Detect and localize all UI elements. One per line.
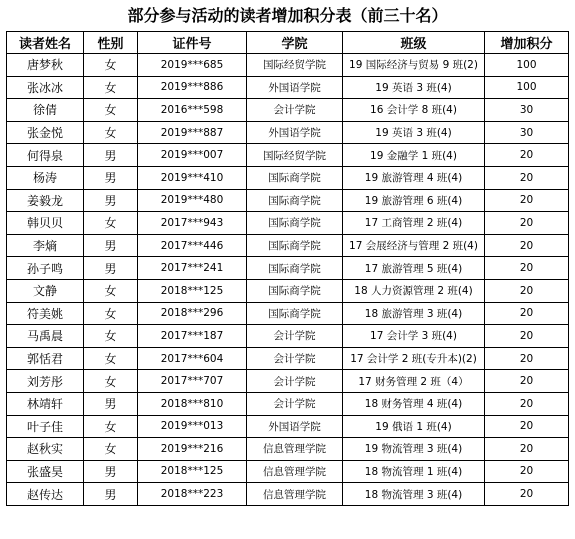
reader-name-cell: 唐梦秋 bbox=[7, 54, 84, 77]
college-cell: 会计学院 bbox=[247, 347, 343, 370]
college-cell: 国际商学院 bbox=[247, 212, 343, 235]
gender-cell: 女 bbox=[84, 415, 138, 438]
college-cell: 国际商学院 bbox=[247, 234, 343, 257]
id-number-cell: 2019***013 bbox=[138, 415, 247, 438]
gender-cell: 女 bbox=[84, 438, 138, 461]
id-number-cell: 2017***446 bbox=[138, 234, 247, 257]
table-row bbox=[7, 54, 569, 77]
class-cell: 17 旅游管理 5 班(4) bbox=[343, 257, 485, 280]
class-cell: 17 工商管理 2 班(4) bbox=[343, 212, 485, 235]
table-row bbox=[7, 234, 569, 257]
reader-name-cell: 李熵 bbox=[7, 234, 84, 257]
points-cell: 20 bbox=[485, 325, 569, 348]
reader-name-cell: 杨涛 bbox=[7, 166, 84, 189]
table-row bbox=[7, 144, 569, 167]
gender-cell: 女 bbox=[84, 99, 138, 122]
header-id-number: 证件号 bbox=[138, 32, 247, 54]
class-cell: 19 物流管理 3 班(4) bbox=[343, 438, 485, 461]
reader-name-cell: 郭恬君 bbox=[7, 347, 84, 370]
reader-name-cell: 马禹晨 bbox=[7, 325, 84, 348]
points-cell: 20 bbox=[485, 234, 569, 257]
header-row bbox=[7, 32, 569, 54]
class-cell: 17 会展经济与管理 2 班(4) bbox=[343, 234, 485, 257]
id-number-cell: 2019***410 bbox=[138, 166, 247, 189]
id-number-cell: 2018***125 bbox=[138, 460, 247, 483]
points-cell: 20 bbox=[485, 415, 569, 438]
table-row bbox=[7, 325, 569, 348]
points-cell: 20 bbox=[485, 460, 569, 483]
reader-name-cell: 张金悦 bbox=[7, 121, 84, 144]
reader-name-cell: 文静 bbox=[7, 279, 84, 302]
table-row bbox=[7, 302, 569, 325]
id-number-cell: 2017***707 bbox=[138, 370, 247, 393]
reader-name-cell: 刘芳彤 bbox=[7, 370, 84, 393]
reader-name-cell: 徐倩 bbox=[7, 99, 84, 122]
reader-name-cell: 孙子鸣 bbox=[7, 257, 84, 280]
class-cell: 19 旅游管理 4 班(4) bbox=[343, 166, 485, 189]
table-row bbox=[7, 212, 569, 235]
class-cell: 17 财务管理 2 班（4） bbox=[343, 370, 485, 393]
table-title: 部分参与活动的读者增加积分表（前三十名） bbox=[127, 6, 448, 25]
class-cell: 19 英语 3 班(4) bbox=[343, 76, 485, 99]
college-cell: 会计学院 bbox=[247, 392, 343, 415]
header-class: 班级 bbox=[343, 32, 485, 54]
points-cell: 100 bbox=[485, 76, 569, 99]
id-number-cell: 2017***241 bbox=[138, 257, 247, 280]
reader-name-cell: 叶子佳 bbox=[7, 415, 84, 438]
gender-cell: 女 bbox=[84, 347, 138, 370]
table-row bbox=[7, 76, 569, 99]
points-cell: 30 bbox=[485, 99, 569, 122]
points-cell: 20 bbox=[485, 438, 569, 461]
class-cell: 18 旅游管理 3 班(4) bbox=[343, 302, 485, 325]
college-cell: 会计学院 bbox=[247, 99, 343, 122]
id-number-cell: 2017***604 bbox=[138, 347, 247, 370]
id-number-cell: 2016***598 bbox=[138, 99, 247, 122]
table-row bbox=[7, 166, 569, 189]
points-table bbox=[6, 31, 569, 506]
id-number-cell: 2018***125 bbox=[138, 279, 247, 302]
gender-cell: 女 bbox=[84, 325, 138, 348]
class-cell: 19 旅游管理 6 班(4) bbox=[343, 189, 485, 212]
id-number-cell: 2019***007 bbox=[138, 144, 247, 167]
table-row bbox=[7, 347, 569, 370]
reader-name-cell: 赵秋实 bbox=[7, 438, 84, 461]
reader-name-cell: 张冰冰 bbox=[7, 76, 84, 99]
college-cell: 国际商学院 bbox=[247, 189, 343, 212]
gender-cell: 女 bbox=[84, 54, 138, 77]
table-row bbox=[7, 99, 569, 122]
gender-cell: 男 bbox=[84, 166, 138, 189]
reader-name-cell: 符美姚 bbox=[7, 302, 84, 325]
header-added-points: 增加积分 bbox=[485, 32, 569, 54]
gender-cell: 男 bbox=[84, 483, 138, 506]
reader-name-cell: 韩贝贝 bbox=[7, 212, 84, 235]
college-cell: 外国语学院 bbox=[247, 76, 343, 99]
class-cell: 17 会计学 2 班(专升本)(2) bbox=[343, 347, 485, 370]
class-cell: 16 会计学 8 班(4) bbox=[343, 99, 485, 122]
points-cell: 20 bbox=[485, 302, 569, 325]
college-cell: 国际商学院 bbox=[247, 257, 343, 280]
gender-cell: 女 bbox=[84, 121, 138, 144]
table-row bbox=[7, 121, 569, 144]
gender-cell: 男 bbox=[84, 189, 138, 212]
points-cell: 20 bbox=[485, 370, 569, 393]
id-number-cell: 2019***216 bbox=[138, 438, 247, 461]
college-cell: 国际经贸学院 bbox=[247, 144, 343, 167]
college-cell: 会计学院 bbox=[247, 325, 343, 348]
points-cell: 20 bbox=[485, 279, 569, 302]
table-row bbox=[7, 279, 569, 302]
reader-name-cell: 张盛昊 bbox=[7, 460, 84, 483]
reader-name-cell: 姜毅龙 bbox=[7, 189, 84, 212]
reader-name-cell: 林靖轩 bbox=[7, 392, 84, 415]
table-row bbox=[7, 392, 569, 415]
class-cell: 18 物流管理 3 班(4) bbox=[343, 483, 485, 506]
class-cell: 19 俄语 1 班(4) bbox=[343, 415, 485, 438]
table-row bbox=[7, 438, 569, 461]
points-cell: 20 bbox=[485, 189, 569, 212]
college-cell: 会计学院 bbox=[247, 370, 343, 393]
gender-cell: 女 bbox=[84, 279, 138, 302]
header-reader-name: 读者姓名 bbox=[7, 32, 84, 54]
id-number-cell: 2018***223 bbox=[138, 483, 247, 506]
gender-cell: 男 bbox=[84, 460, 138, 483]
gender-cell: 女 bbox=[84, 76, 138, 99]
college-cell: 外国语学院 bbox=[247, 121, 343, 144]
gender-cell: 男 bbox=[84, 234, 138, 257]
header-gender: 性别 bbox=[84, 32, 138, 54]
gender-cell: 男 bbox=[84, 257, 138, 280]
table-row bbox=[7, 370, 569, 393]
table-row bbox=[7, 257, 569, 280]
class-cell: 19 金融学 1 班(4) bbox=[343, 144, 485, 167]
reader-name-cell: 赵传达 bbox=[7, 483, 84, 506]
college-cell: 国际商学院 bbox=[247, 166, 343, 189]
table-row bbox=[7, 483, 569, 506]
table-row bbox=[7, 415, 569, 438]
id-number-cell: 2019***685 bbox=[138, 54, 247, 77]
points-cell: 20 bbox=[485, 257, 569, 280]
points-cell: 20 bbox=[485, 347, 569, 370]
points-cell: 20 bbox=[485, 166, 569, 189]
header-college: 学院 bbox=[247, 32, 343, 54]
college-cell: 信息管理学院 bbox=[247, 460, 343, 483]
id-number-cell: 2017***943 bbox=[138, 212, 247, 235]
class-cell: 18 财务管理 4 班(4) bbox=[343, 392, 485, 415]
college-cell: 信息管理学院 bbox=[247, 483, 343, 506]
table-body bbox=[7, 54, 569, 506]
points-cell: 20 bbox=[485, 483, 569, 506]
points-cell: 20 bbox=[485, 144, 569, 167]
id-number-cell: 2017***187 bbox=[138, 325, 247, 348]
points-cell: 20 bbox=[485, 392, 569, 415]
college-cell: 国际商学院 bbox=[247, 302, 343, 325]
points-cell: 20 bbox=[485, 212, 569, 235]
gender-cell: 女 bbox=[84, 370, 138, 393]
reader-name-cell: 何得泉 bbox=[7, 144, 84, 167]
points-cell: 100 bbox=[485, 54, 569, 77]
gender-cell: 女 bbox=[84, 302, 138, 325]
id-number-cell: 2018***810 bbox=[138, 392, 247, 415]
table-row bbox=[7, 460, 569, 483]
table-row bbox=[7, 189, 569, 212]
id-number-cell: 2019***887 bbox=[138, 121, 247, 144]
college-cell: 国际商学院 bbox=[247, 279, 343, 302]
id-number-cell: 2019***480 bbox=[138, 189, 247, 212]
gender-cell: 男 bbox=[84, 144, 138, 167]
class-cell: 18 人力资源管理 2 班(4) bbox=[343, 279, 485, 302]
id-number-cell: 2019***886 bbox=[138, 76, 247, 99]
college-cell: 信息管理学院 bbox=[247, 438, 343, 461]
class-cell: 18 物流管理 1 班(4) bbox=[343, 460, 485, 483]
id-number-cell: 2018***296 bbox=[138, 302, 247, 325]
gender-cell: 女 bbox=[84, 212, 138, 235]
class-cell: 19 英语 3 班(4) bbox=[343, 121, 485, 144]
class-cell: 19 国际经济与贸易 9 班(2) bbox=[343, 54, 485, 77]
college-cell: 外国语学院 bbox=[247, 415, 343, 438]
college-cell: 国际经贸学院 bbox=[247, 54, 343, 77]
class-cell: 17 会计学 3 班(4) bbox=[343, 325, 485, 348]
gender-cell: 男 bbox=[84, 392, 138, 415]
points-cell: 30 bbox=[485, 121, 569, 144]
